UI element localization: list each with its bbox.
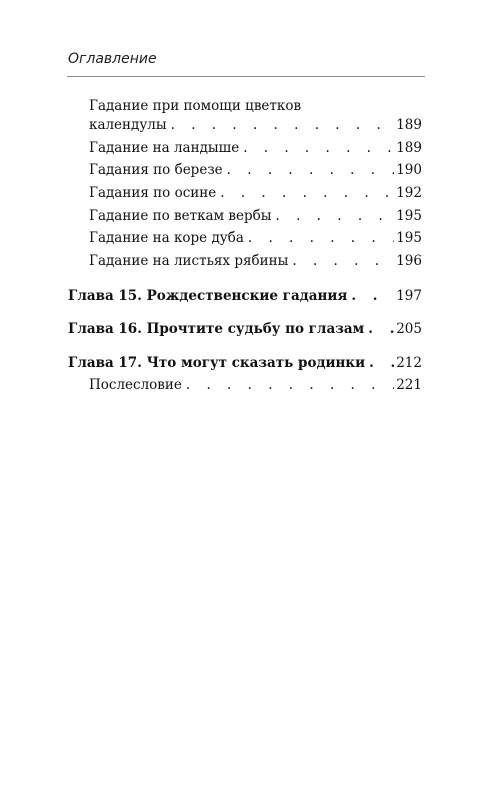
toc-entry-title-line: Гадание при помощи цветков	[89, 98, 302, 114]
toc-page-number: 189	[396, 117, 422, 133]
toc-entry-title: Гадания по осине	[89, 185, 217, 201]
toc-page-number: 192	[396, 185, 422, 201]
toc-entry-title: календулы	[89, 117, 167, 133]
toc-chapter-title: Глава 17. Что могут сказать родинки	[68, 355, 366, 371]
dot-leader	[223, 161, 394, 179]
dot-leader	[244, 229, 394, 247]
toc-chapter-entry	[68, 320, 422, 338]
dot-leader	[216, 184, 394, 202]
toc-page-number: 195	[396, 208, 422, 224]
dot-leader	[167, 116, 394, 134]
toc-page-number: 196	[396, 253, 422, 269]
toc-entry	[89, 229, 422, 247]
toc-chapter-title: Глава 15. Рождественские гадания	[68, 288, 348, 304]
toc-entry	[89, 184, 422, 202]
toc-entry-title: Послесловие	[89, 377, 182, 393]
toc-page-number: 212	[396, 355, 422, 371]
toc-entry-title: Гадание на ландыше	[89, 140, 240, 156]
dot-leader	[288, 252, 394, 270]
running-head: Оглавление	[68, 51, 157, 67]
dot-leader	[347, 287, 394, 305]
toc-page-number: 221	[396, 377, 422, 393]
toc-entry-title: Гадание по веткам вербы	[89, 208, 272, 224]
toc-chapter-entry	[68, 354, 422, 372]
toc-entry	[89, 376, 422, 394]
dot-leader	[182, 376, 394, 394]
toc-entry	[89, 139, 422, 157]
toc-entry	[89, 252, 422, 270]
toc-entry-title: Гадания по березе	[89, 162, 223, 178]
dot-leader	[364, 320, 394, 338]
dot-leader	[365, 354, 394, 372]
toc-page-number: 189	[396, 140, 422, 156]
toc-chapter-title: Глава 16. Прочтите судьбу по глазам	[68, 321, 365, 337]
toc-page-number: 190	[396, 162, 422, 178]
toc-entry	[89, 116, 422, 134]
dot-leader	[271, 207, 394, 225]
toc-page-number: 205	[396, 321, 422, 337]
toc-page-number: 197	[396, 288, 422, 304]
dot-leader	[239, 139, 394, 157]
toc-chapter-entry	[68, 287, 422, 305]
toc-entry-title: Гадание на листьях рябины	[89, 253, 289, 269]
toc-page-number: 195	[396, 230, 422, 246]
toc-entry	[89, 161, 422, 179]
toc-entry-title: Гадание на коре дуба	[89, 230, 244, 246]
toc-entry	[89, 207, 422, 225]
